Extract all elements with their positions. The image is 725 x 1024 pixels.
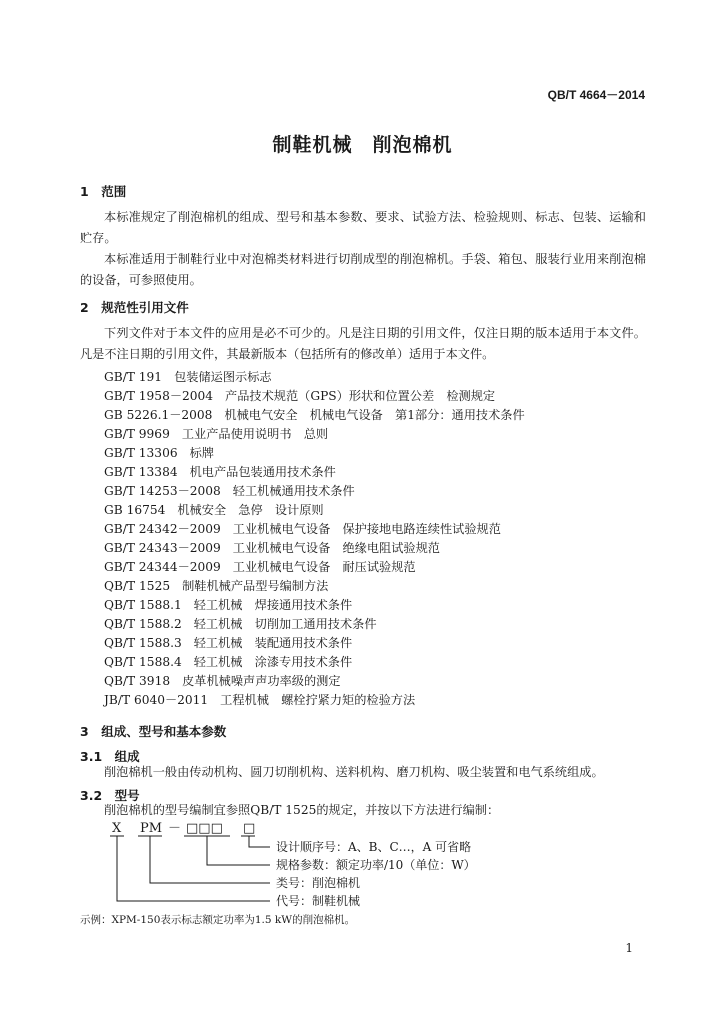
section-3-1-text: 削泡棉机一般由传动机构、圆刀切削机构、送料机构、磨刀机构、吸尘装置和电气系统组成。 — [104, 765, 604, 779]
section-3-heading: 3 组成、型号和基本参数 — [80, 724, 227, 739]
section-1-heading: 1 范围 — [80, 184, 127, 199]
model-code-diagram — [100, 816, 560, 916]
reference-title: 轻工机械通用技术条件 — [232, 484, 355, 498]
section-3-2-text: 削泡棉机的型号编制宜参照QB/T 1525的规定，并按以下方法进行编制： — [104, 803, 500, 817]
reference-code: QB/T 1588.4 — [104, 655, 182, 669]
reference-title: 工业机械电气设备 耐压试验规范 — [232, 560, 416, 574]
leader-seq — [249, 836, 270, 847]
reference-item — [104, 425, 328, 442]
code-pm: PM — [140, 821, 163, 836]
reference-item — [104, 634, 352, 651]
reference-code: GB 16754 — [104, 503, 166, 517]
reference-title: 轻工机械 焊接通用技术条件 — [193, 598, 353, 612]
standard-code: QB/T 4664－2014 — [547, 88, 645, 102]
reference-item — [104, 406, 525, 423]
reference-title: 机械安全 急停 设计原则 — [177, 503, 324, 517]
leader-params — [207, 836, 270, 865]
reference-title: 工业机械电气设备 保护接地电路连续性试验规范 — [232, 522, 501, 536]
reference-title: 皮革机械噪声声功率级的测定 — [182, 674, 341, 688]
reference-item — [104, 691, 415, 708]
code-seq: □ — [243, 821, 256, 836]
section-3-2-heading: 3.2 型号 — [80, 788, 140, 803]
reference-item — [104, 463, 336, 480]
code-dash: － — [168, 821, 182, 836]
reference-title: 产品技术规范（GPS）形状和位置公差 检测规定 — [225, 389, 496, 403]
section-2-intro: 下列文件对于本文件的应用是必不可少的。凡是注日期的引用文件，仅注日期的版本适用于本文件。凡是不注日期的引用文件，其最新版本（包括所有的修改单）适用于本文件。 — [80, 326, 646, 361]
leader-x — [117, 836, 270, 901]
code-x: X — [112, 821, 122, 836]
reference-item — [104, 482, 355, 499]
reference-item — [104, 596, 352, 613]
reference-item — [104, 653, 352, 670]
reference-item — [104, 539, 440, 556]
reference-item — [104, 615, 377, 632]
document-title: 制鞋机械 削泡棉机 — [272, 134, 453, 156]
reference-title: 包装储运图示标志 — [174, 370, 272, 384]
reference-code: QB/T 1588.1 — [104, 598, 182, 612]
reference-code: GB/T 13306 — [104, 446, 178, 460]
code-params: □□□ — [186, 821, 223, 836]
reference-title: 机械电气安全 机械电气设备 第1部分：通用技术条件 — [224, 408, 525, 422]
reference-code: GB/T 1958－2004 — [104, 389, 214, 403]
reference-title: 标牌 — [189, 446, 214, 460]
reference-title: 轻工机械 涂漆专用技术条件 — [193, 655, 353, 669]
reference-code: QB/T 1525 — [104, 579, 171, 593]
section-1-paragraph-1: 本标准规定了削泡棉机的组成、型号和基本参数、要求、试验方法、检验规则、标志、包装、运输和贮存。 — [80, 210, 646, 245]
reference-item — [104, 387, 495, 404]
reference-code: GB/T 9969 — [104, 427, 170, 441]
reference-code: GB/T 24343－2009 — [104, 541, 221, 555]
reference-code: GB/T 24342－2009 — [104, 522, 221, 536]
reference-title: 工业产品使用说明书 总则 — [181, 427, 329, 441]
reference-code: GB/T 24344－2009 — [104, 560, 221, 574]
reference-title: 制鞋机械产品型号编制方法 — [182, 579, 329, 593]
section-1-paragraph-2: 本标准适用于制鞋行业中对泡棉类材料进行切削成型的削泡棉机。手袋、箱包、服装行业用来削泡棉的设备，可参照使用。 — [80, 252, 646, 287]
reference-code: GB/T 14253－2008 — [104, 484, 221, 498]
reference-title: 工业机械电气设备 绝缘电阻试验规范 — [232, 541, 440, 555]
reference-item — [104, 444, 214, 461]
reference-item — [104, 558, 416, 575]
reference-title: 轻工机械 切削加工通用技术条件 — [193, 617, 377, 631]
reference-code: GB 5226.1－2008 — [104, 408, 213, 422]
reference-item — [104, 520, 501, 537]
reference-title: 工程机械 螺栓拧紧力矩的检验方法 — [220, 693, 416, 707]
section-2-heading: 2 规范性引用文件 — [80, 300, 189, 315]
reference-title: 轻工机械 装配通用技术条件 — [193, 636, 353, 650]
model-example: 示例：XPM-150表示标志额定功率为1.5 kW的削泡棉机。 — [80, 914, 356, 926]
reference-code: QB/T 1588.3 — [104, 636, 182, 650]
legend-class: 类号：削泡棉机 — [276, 876, 361, 890]
reference-title: 机电产品包装通用技术条件 — [189, 465, 336, 479]
reference-item — [104, 368, 272, 385]
reference-code: GB/T 191 — [104, 370, 163, 384]
reference-code: QB/T 3918 — [104, 674, 171, 688]
leader-pm — [150, 836, 270, 883]
reference-code: GB/T 13384 — [104, 465, 178, 479]
legend-code: 代号：制鞋机械 — [276, 894, 361, 908]
reference-item — [104, 672, 341, 689]
reference-code: QB/T 1588.2 — [104, 617, 182, 631]
section-3-1-heading: 3.1 组成 — [80, 749, 140, 764]
reference-item — [104, 577, 328, 594]
legend-seq: 设计顺序号：A、B、C…，A 可省略 — [276, 840, 472, 854]
reference-item — [104, 501, 324, 518]
reference-code: JB/T 6040－2011 — [104, 693, 209, 707]
page-number: 1 — [625, 941, 633, 955]
legend-params: 规格参数：额定功率/10（单位：W） — [276, 858, 476, 872]
